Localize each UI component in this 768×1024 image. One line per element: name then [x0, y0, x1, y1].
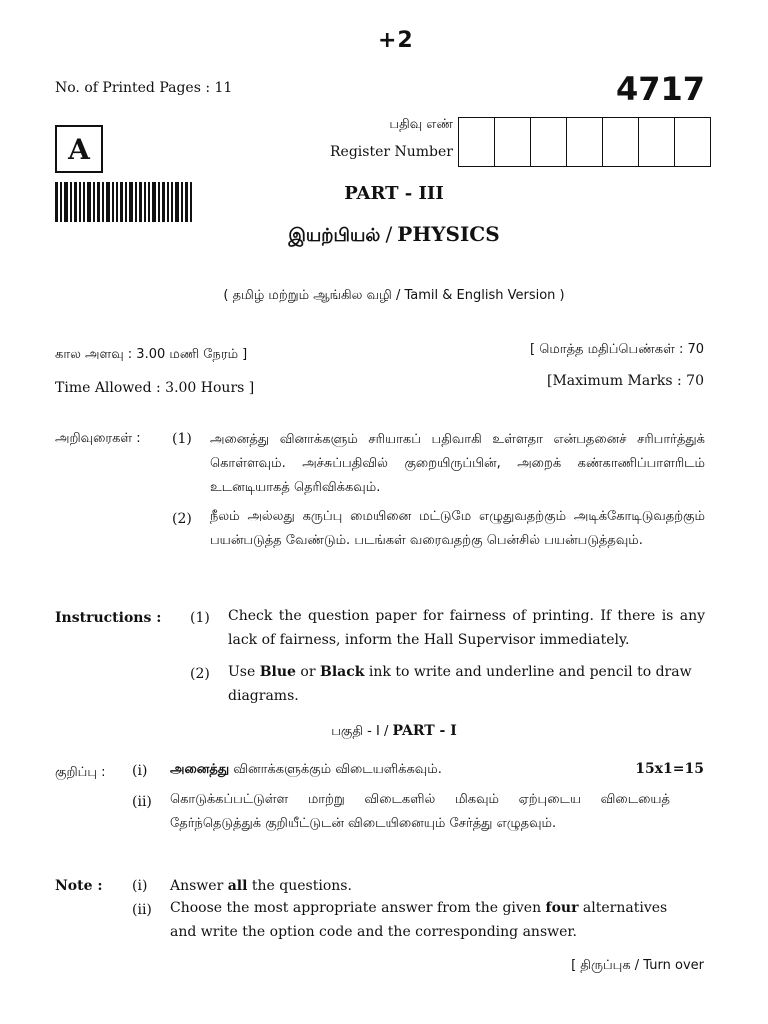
- instruction-number: (2): [190, 666, 210, 682]
- tamil-instruction-number: (1): [172, 431, 192, 447]
- register-number-boxes[interactable]: [458, 117, 711, 167]
- part-one-marks: 15x1=15: [635, 761, 704, 777]
- instruction-text: [228, 660, 705, 708]
- note-text: [170, 878, 352, 894]
- tamil-note-text-part: வினாக்களுக்கும் விடையளிக்கவும்.: [229, 762, 442, 777]
- part-heading: PART - III: [344, 183, 444, 204]
- note-text-part: Choose the most appropriate answer from the given: [170, 900, 546, 916]
- tamil-note-label: குறிப்பு :: [55, 765, 106, 780]
- time-allowed-english: Time Allowed : 3.00 Hours ]: [55, 380, 255, 396]
- instruction-text-part: ink to write and underline and pencil to draw diagrams.: [228, 664, 692, 704]
- note-text-part: the questions.: [247, 878, 352, 894]
- register-digit-box[interactable]: [567, 118, 603, 166]
- tamil-note-number: (i): [132, 763, 148, 779]
- register-label-english: Register Number: [330, 144, 453, 160]
- subject-title: [0, 222, 768, 248]
- register-digit-box[interactable]: [531, 118, 567, 166]
- subject-english: PHYSICS: [397, 222, 500, 246]
- instructions-label: Instructions :: [55, 610, 162, 626]
- tamil-instruction-text: நீலம் அல்லது கருப்பு மையினை மட்டுமே எழுதுவதற்கும் அடிக்கோடிடுவதற்கும் பயன்படுத்த வேண்டும். படங்கள் வரைவதற்கு பென்சில் பயன்படுத்தவும்.: [210, 509, 705, 548]
- tamil-instruction-number: (2): [172, 511, 192, 527]
- series-letter-box: A: [55, 125, 103, 173]
- note-number: (i): [132, 878, 148, 894]
- tamil-note-text: [170, 762, 442, 778]
- tamil-note-text: கொடுக்கப்பட்டுள்ள மாற்று விடைகளில் மிகவும் ஏற்புடைய விடையைத் தேர்ந்தெடுத்துக் குறியீட்டுடன் விடையினையும் சேர்த்து எழுதவும்.: [170, 792, 670, 831]
- register-digit-box[interactable]: [639, 118, 675, 166]
- register-digit-box[interactable]: [495, 118, 531, 166]
- subject-separator: /: [385, 222, 393, 246]
- register-digit-box[interactable]: [603, 118, 639, 166]
- tamil-instruction-text: அனைத்து வினாக்களும் சரியாகப் பதிவாகி உள்ளதா என்பதனைச் சரிபார்த்துக் கொள்ளவும். அச்சுப்பதிவில் குறையிருப்பின், அறைக் கண்காணிப்பாளரிடம் உடனடியாகத் தெரிவிக்கவும்.: [210, 432, 705, 495]
- instruction-text-part: or: [295, 664, 320, 680]
- paper-code: 4717: [616, 70, 706, 108]
- tamil-note-number: (ii): [132, 794, 152, 810]
- ink-blue-word: Blue: [259, 664, 296, 680]
- part-one-english: PART - I: [392, 723, 457, 739]
- maximum-marks-tamil: [ மொத்த மதிப்பெண்கள் : 70: [530, 342, 704, 357]
- tamil-note-bold-word: அனைத்து: [170, 762, 230, 777]
- note-bold-word: all: [227, 878, 248, 894]
- subject-tamil: இயற்பியல்: [288, 225, 381, 246]
- instruction-number: (1): [190, 610, 210, 626]
- tamil-instructions-label: அறிவுரைகள் :: [55, 431, 141, 446]
- part-one-tamil: பகுதி - I /: [331, 724, 393, 739]
- note-text: [170, 896, 680, 944]
- maximum-marks-english: [Maximum Marks : 70: [546, 373, 704, 389]
- note-text-part: Answer: [170, 878, 228, 894]
- note-bold-word: four: [545, 900, 579, 916]
- instruction-text: Check the question paper for fairness of printing. If there is any lack of fairness, inform the Hall Supervisor immediately.: [228, 608, 705, 648]
- note-label: Note :: [55, 878, 103, 894]
- turn-over-label: [ திருப்புக / Turn over: [571, 958, 704, 973]
- note-text-part: alternatives and write the option code and the corresponding answer.: [170, 900, 668, 940]
- handwritten-grade-note: +2: [378, 28, 414, 53]
- register-label-tamil: பதிவு எண்: [389, 117, 453, 132]
- register-digit-box[interactable]: [675, 118, 710, 166]
- printed-pages-count: No. of Printed Pages : 11: [55, 80, 233, 96]
- instruction-text-part: Use: [228, 664, 260, 680]
- ink-black-word: Black: [320, 664, 365, 680]
- time-allowed-tamil: கால அளவு : 3.00 மணி நேரம் ]: [55, 347, 248, 362]
- note-number: (ii): [132, 902, 152, 918]
- medium-version: ( தமிழ் மற்றும் ஆங்கில வழி / Tamil & English Version ): [223, 288, 565, 303]
- register-digit-box[interactable]: [459, 118, 495, 166]
- part-one-heading: [0, 720, 768, 740]
